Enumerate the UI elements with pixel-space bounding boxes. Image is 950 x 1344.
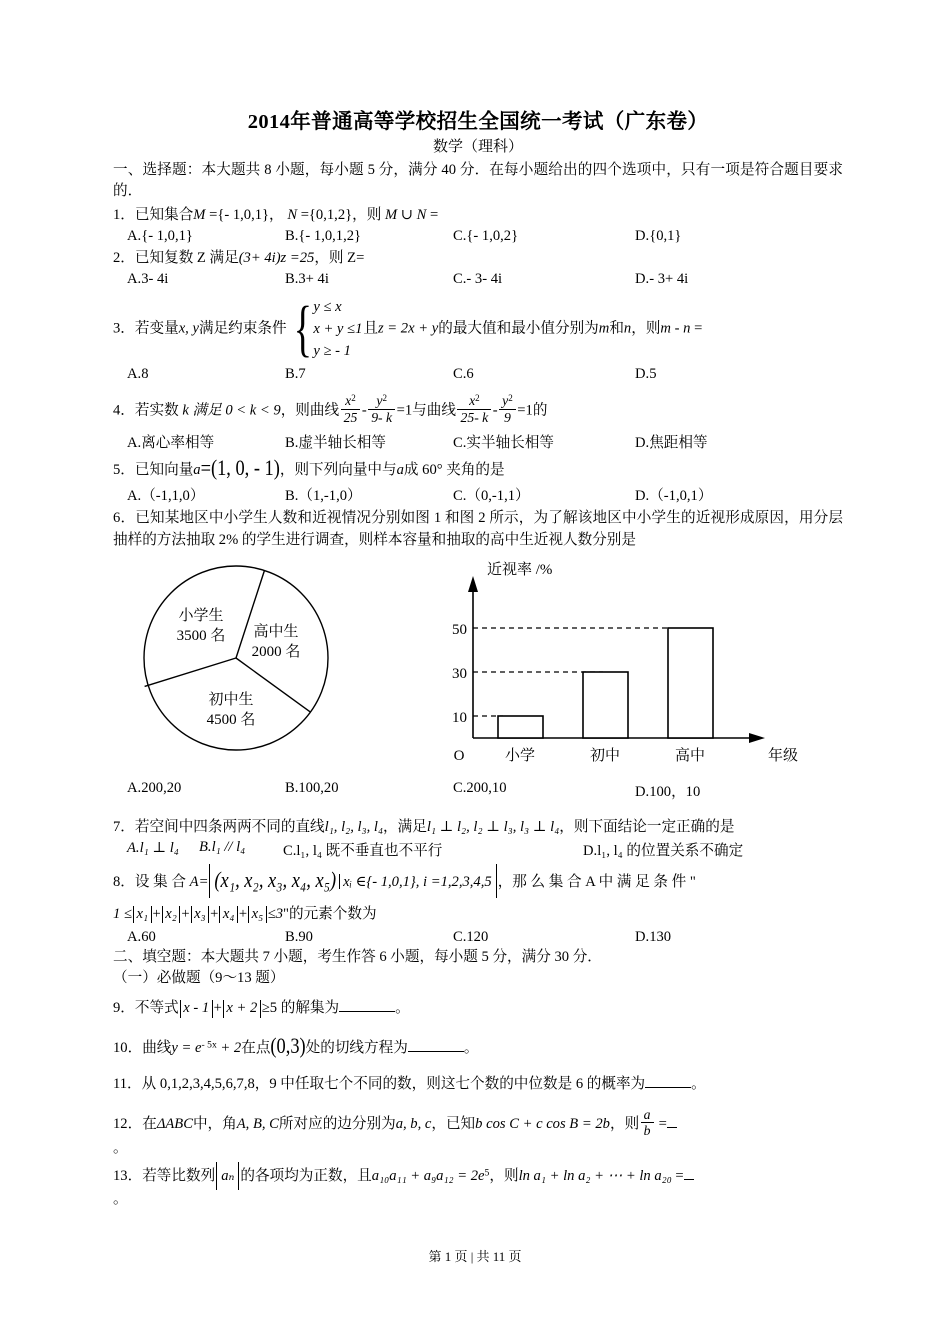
q6-number: 6． — [113, 509, 136, 526]
q5-vector-a2: a — [396, 462, 404, 479]
q13-stem-end: = — [671, 1167, 684, 1184]
q9-term-2: x + 2 — [226, 1000, 258, 1017]
pie-label-primary-value: 3500 名 — [176, 627, 226, 644]
q13-sum: ln a₁ + ln a₂ + ⋯ + ln a₂₀ — [518, 1167, 672, 1184]
q4-eq2: =1 — [517, 402, 533, 419]
q4-condition: 满足 0 < k < 9 — [192, 402, 281, 419]
q4-option-b[interactable]: B.虚半轴长相等 — [285, 435, 386, 452]
q8-abs-3: x₃ — [194, 905, 206, 922]
question-9 — [113, 995, 843, 1021]
q9-number: 9． — [113, 1000, 135, 1017]
ytick-label-10: 10 — [452, 709, 467, 726]
q2-stem-post: ，则 Z= — [314, 250, 365, 267]
q1-option-c[interactable]: C.{- 1,0,2} — [453, 228, 519, 245]
q11-stem-end: 。 — [691, 1075, 706, 1092]
q11-answer-blank[interactable] — [645, 1087, 691, 1088]
q2-stem-pre: 已知复数 Z 满足 — [134, 250, 239, 267]
q8-ineq-pre: 1 ≤ — [113, 905, 132, 922]
q12-stem-mid-2: 所对应的边分别为 — [278, 1116, 396, 1133]
q8-tuple: (x₁, x₂, x₃, x₄, x₅) — [214, 868, 337, 893]
q3-then: ，则 — [631, 320, 661, 337]
y-axis-arrow-icon — [468, 576, 478, 592]
q10-point: (0,3) — [270, 1033, 306, 1058]
q8-option-d[interactable]: D.130 — [635, 929, 672, 946]
q7-stem-mid: ，满足 — [383, 818, 427, 835]
question-5 — [113, 455, 843, 483]
q3-stem-after-2: 的最大值和最小值分别为 — [438, 320, 599, 337]
q10-expr: y = e — [171, 1039, 202, 1056]
q10-stem-mid-2: 处的切线方程为 — [305, 1039, 408, 1056]
q8-abs-1: x₁ — [136, 905, 149, 922]
q12-angles: A, B, C — [236, 1116, 279, 1133]
q4-option-d[interactable]: D.焦距相等 — [635, 435, 708, 452]
q3-eq: = — [690, 320, 703, 337]
pie-label-high-value: 2000 名 — [251, 643, 301, 660]
q3-option-c[interactable]: C.6 — [453, 366, 474, 383]
q8-condition: xᵢ ∈{- 1,0,1}, i =1,2,3,4,5 — [343, 874, 492, 891]
q2-equation: (3+ 4i)z =25 — [238, 250, 315, 267]
xtick-label-high: 高中 — [674, 747, 706, 764]
q12-number: 12． — [113, 1116, 143, 1133]
question-13 — [113, 1162, 843, 1190]
q1-eq1: ={- 1,0,1}， — [205, 207, 284, 224]
q8-number: 8． — [113, 874, 135, 891]
q13-stem-mid: 的各项均为正数，且 — [240, 1167, 372, 1184]
left-brace-icon: { — [293, 294, 312, 363]
q13-number: 13． — [113, 1167, 143, 1184]
question-4 — [113, 393, 843, 425]
question-2 — [113, 248, 843, 270]
q4-c2-den1: 25- k — [460, 409, 489, 425]
q12-frac-num: a — [643, 1107, 651, 1123]
q3-m: m — [598, 320, 610, 337]
question-8-inequality: 1 ≤ x₁ + x₂ + x₃ + x₄ + x₅ ≤3"的元素个数为 — [113, 905, 377, 922]
question-10 — [113, 1030, 843, 1063]
q11-stem: 从 0,1,2,3,4,5,6,7,8，9 中任取七个不同的数，则这七个数的中位数是 6 的概率为 — [141, 1075, 646, 1092]
q5-option-b[interactable]: B.（1,-1,0） — [285, 487, 362, 504]
q3-stem-after-1: 且 — [363, 320, 378, 337]
question-8-options — [113, 929, 843, 946]
q4-c2-num1: x — [469, 393, 476, 409]
section-1-heading: 一、选择题：本大题共 8 小题，每小题 5 分，满分 40 分．在每小题给出的四个选项中，只有一项是符合题目要求的． — [113, 162, 843, 200]
bar-chart-ylabel: 近视率 /% — [487, 561, 553, 578]
q5-option-d[interactable]: D.（-1,0,1） — [635, 487, 713, 504]
q7-stem-pre: 若空间中四条两两不同的直线 — [134, 818, 325, 835]
q13-answer-blank[interactable] — [684, 1179, 694, 1180]
q1-stem-a: 已知集合 — [134, 207, 194, 224]
q8-stem-end: "的元素个数为 — [283, 905, 377, 922]
q6-option-a[interactable]: A.200,20 — [127, 779, 182, 796]
q7-number: 7． — [113, 818, 135, 835]
question-3 — [113, 296, 843, 363]
q12-stem-end: = — [655, 1116, 667, 1133]
q13-exponent: 5 — [484, 1167, 490, 1179]
q8-stem-pre: 设 集 合 — [134, 874, 186, 891]
q13-tail: 。 — [113, 1191, 128, 1207]
q4-minus-2: - — [492, 402, 498, 419]
q6-option-c[interactable]: C.200,10 — [453, 779, 507, 796]
q12-stem-pre: 在 — [142, 1116, 157, 1133]
q7-lines: l₁, l₂, l₃, l₄ — [324, 818, 384, 835]
pie-chart-figure-1 — [131, 558, 361, 773]
question-6-figures — [113, 556, 843, 792]
q4-number: 4． — [113, 402, 135, 419]
q5-stem-mid: ，则下列向量中与 — [279, 462, 397, 479]
q4-curve1-term1: $\frac{x^2}{25}$ — [341, 393, 361, 425]
question-1 — [113, 205, 843, 227]
q8-abs-5: x₅ — [251, 905, 264, 922]
q8-option-b[interactable]: B.90 — [285, 929, 313, 946]
question-11 — [113, 1071, 843, 1097]
q5-vector-a: a — [193, 462, 201, 479]
x-axis-arrow-icon — [749, 733, 765, 743]
q3-option-d[interactable]: D.5 — [635, 366, 657, 383]
page-subtitle: 数学（理科） — [432, 138, 523, 155]
q1-end: = — [426, 207, 439, 224]
q12-answer-blank[interactable] — [667, 1127, 677, 1128]
q4-stem-pre: 若实数 — [134, 402, 179, 419]
q3-m-minus-n: m - n — [660, 320, 691, 337]
xtick-label-middle: 初中 — [589, 747, 621, 764]
q5-stem-pre: 已知向量 — [134, 462, 194, 479]
q1-set-n: N — [287, 207, 298, 224]
q3-constraint-system — [288, 296, 363, 363]
q4-c2-num2: y — [502, 393, 509, 409]
origin-label: O — [453, 747, 465, 764]
q6-option-b[interactable]: B.100,20 — [285, 779, 339, 796]
q10-expr-2: + 2 — [216, 1039, 242, 1056]
q7-option-a[interactable]: A.l₁ ⊥ l₄ — [127, 840, 179, 857]
question-3-options — [113, 366, 843, 383]
q2-option-d[interactable]: D.- 3+ 4i — [635, 270, 689, 287]
ytick-label-30: 30 — [452, 665, 467, 682]
q3-constraint-3: y ≥ - 1 — [313, 343, 351, 360]
q8-abs-2: x₂ — [165, 905, 177, 922]
q1-option-a[interactable]: A.{- 1,0,1} — [127, 228, 193, 245]
q1-union: M ∪ N — [384, 207, 427, 224]
page-content — [113, 110, 843, 1209]
q12-stem-then: ，则 — [609, 1116, 640, 1133]
q4-c2-den2: 9 — [504, 409, 511, 425]
q13-equation: a₁₀a₁₁ + a₉a₁₂ = 2e — [371, 1167, 485, 1184]
q4-option-a[interactable]: A.离心率相等 — [127, 435, 215, 452]
q8-such-that-bar — [339, 874, 340, 889]
q4-option-c[interactable]: C.实半轴长相等 — [453, 435, 554, 452]
q4-c1-den1: 25 — [343, 409, 358, 425]
q4-stem-with: 与曲线 — [412, 402, 456, 419]
q3-stem-mid: 满足约束条件 — [198, 320, 287, 337]
q8-set-builder — [209, 864, 496, 897]
q8-option-c[interactable]: C.120 — [453, 929, 489, 946]
xtick-label-primary: 小学 — [504, 747, 536, 764]
q3-n: n — [623, 320, 632, 337]
q13-an: aₙ — [221, 1167, 235, 1184]
q4-c1-num1: x — [345, 393, 352, 409]
question-4-options — [113, 431, 843, 452]
q2-option-a[interactable]: A.3- 4i — [127, 270, 169, 287]
q8-abs-4: x₄ — [222, 905, 235, 922]
q4-eq1: =1 — [396, 402, 413, 419]
q12-stem-mid-3: ，已知 — [431, 1116, 476, 1133]
q7-option-b[interactable]: B.l₁ // l₄ — [199, 839, 246, 856]
q2-option-c[interactable]: C.- 3- 4i — [453, 270, 503, 287]
question-1-options — [113, 228, 843, 245]
q4-c1-num2: y — [376, 393, 383, 409]
q10-stem-pre: 曲线 — [142, 1039, 172, 1056]
q1-option-d[interactable]: D.{0,1} — [635, 228, 682, 245]
question-2-options — [113, 271, 843, 288]
q5-option-c[interactable]: C.（0,-1,1） — [453, 487, 530, 504]
q4-minus-1: - — [361, 402, 367, 419]
bar-chart-figure-2 — [443, 556, 843, 786]
pie-label-high-name: 高中生 — [253, 623, 299, 640]
question-7 — [113, 817, 843, 839]
bar-high-school — [668, 628, 713, 738]
q12-triangle: ΔABC — [156, 1116, 193, 1133]
q3-number: 3． — [113, 320, 135, 337]
bar-middle-school — [583, 672, 628, 738]
q13-stem-pre: 若等比数列 — [142, 1167, 216, 1184]
q9-term-1: x - 1 — [183, 1000, 210, 1017]
page-footer: 第 1 页 | 共 11 页 — [428, 1249, 522, 1264]
q7-option-d[interactable]: D.l₁, l₄ 的位置关系不确定 — [583, 843, 744, 860]
q4-stem-end: 的 — [532, 402, 548, 419]
question-6 — [113, 508, 843, 552]
pie-label-middle-name: 初中生 — [208, 691, 254, 708]
q7-option-c[interactable]: C.l₁, l₄ 既不垂直也不平行 — [283, 843, 443, 860]
q9-answer-blank[interactable] — [339, 1011, 395, 1012]
question-8 — [113, 864, 843, 897]
bar-chart-svg — [443, 556, 843, 781]
q2-option-b[interactable]: B.3+ 4i — [285, 270, 329, 287]
q11-number: 11． — [113, 1075, 142, 1092]
q12-ratio — [641, 1107, 654, 1139]
q7-conditions: l₁ ⊥ l₂, l₂ ⊥ l₃, l₃ ⊥ l₄ — [426, 818, 560, 835]
q8-set-a: A= — [189, 874, 209, 891]
q1-option-b[interactable]: B.{- 1,0,1,2} — [285, 228, 362, 245]
question-12 — [113, 1107, 843, 1139]
q4-curve2-term2: $\frac{y^2}{9}$ — [499, 393, 516, 425]
q3-and: 和 — [609, 320, 624, 337]
q9-stem-end: 。 — [395, 1000, 410, 1017]
q10-exponent: - 5x — [201, 1039, 217, 1051]
q6-option-d[interactable]: D.100，10 — [635, 783, 701, 800]
q3-objective: z = 2x + y — [377, 320, 439, 337]
q5-stem-end: 成 60° 夹角的是 — [403, 462, 505, 479]
q5-number: 5． — [113, 462, 135, 479]
q7-stem-end: ，则下面结论一定正确的是 — [559, 818, 735, 835]
bar-primary-school — [498, 716, 543, 738]
page-title: 2014年普通高等学校招生全国统一考试（广东卷） — [247, 111, 709, 133]
bar-chart-xlabel: 年级 — [767, 747, 799, 764]
q10-stem-end: 。 — [463, 1039, 479, 1056]
q10-stem-mid: 在点 — [241, 1039, 271, 1056]
q3-stem-pre: 若变量 — [134, 320, 179, 337]
q4-c1-den2: 9- k — [371, 409, 393, 425]
q12-tail: 。 — [113, 1139, 128, 1156]
q12-frac-den: b — [643, 1123, 651, 1139]
q10-answer-blank[interactable] — [408, 1051, 464, 1052]
q1-number: 1． — [113, 207, 135, 224]
q3-constraint-1: y ≤ x — [313, 298, 342, 315]
q3-constraint-2: x + y ≤1 — [313, 321, 363, 338]
section-2-subheading: （一）必做题（9～13 题） — [113, 970, 285, 987]
q1-eq2: ={0,1,2}，则 — [297, 207, 382, 224]
q4-k: k — [182, 402, 189, 419]
q2-number: 2． — [113, 250, 135, 267]
q1-set-m: M — [193, 207, 206, 224]
pie-label-primary-name: 小学生 — [178, 607, 224, 624]
q3-option-b[interactable]: B.7 — [285, 366, 306, 383]
q13-sequence — [216, 1162, 239, 1190]
q3-variables: x, y — [178, 320, 199, 337]
q10-number: 10． — [113, 1039, 143, 1056]
q3-option-a[interactable]: A.8 — [127, 366, 149, 383]
q12-stem-mid: 中，角 — [192, 1116, 237, 1133]
q13-stem-then: ，则 — [489, 1167, 519, 1184]
question-5-options — [113, 484, 843, 505]
q9-stem-mid: ≥5 的解集为 — [261, 1000, 340, 1017]
q5-vector-value: =(1, 0, - 1) — [200, 456, 280, 480]
q8-stem-mid: ，那 么 集 合 A 中 满 足 条 件 " — [497, 874, 696, 891]
q4-curve1-term2: $\frac{y^2}{9- k}$ — [368, 393, 395, 425]
q12-sides: a, b, c — [395, 1116, 432, 1133]
q12-equation: b cos C + c cos B = 2b — [475, 1116, 610, 1133]
q9-stem-pre: 不等式 — [134, 1000, 179, 1017]
q8-ineq-post: ≤3 — [267, 905, 284, 922]
section-2-heading: 二、填空题：本大题共 7 小题，考生作答 6 小题，每小题 5 分，满分 30 分． — [113, 949, 602, 966]
q4-curve2-term1: $\frac{x^2}{25- k}$ — [457, 393, 491, 425]
q9-plus: + — [213, 1000, 222, 1017]
question-7-options — [113, 839, 843, 860]
pie-chart-svg — [131, 558, 361, 768]
q4-stem-mid: ，则曲线 — [280, 402, 340, 419]
q6-stem: 已知某地区中小学生人数和近视情况分别如图 1 和图 2 所示，为了解该地区中小学生的近视形成原因，用分层抽样的方法抽取 2% 的学生进行调查，则样本容量和抽取的高中生近视人数分别是 — [113, 509, 843, 548]
q8-option-a[interactable]: A.60 — [127, 929, 156, 946]
ytick-label-50: 50 — [452, 621, 467, 638]
q5-option-a[interactable]: A.（-1,1,0） — [127, 487, 205, 504]
pie-label-middle-value: 4500 名 — [206, 711, 256, 728]
